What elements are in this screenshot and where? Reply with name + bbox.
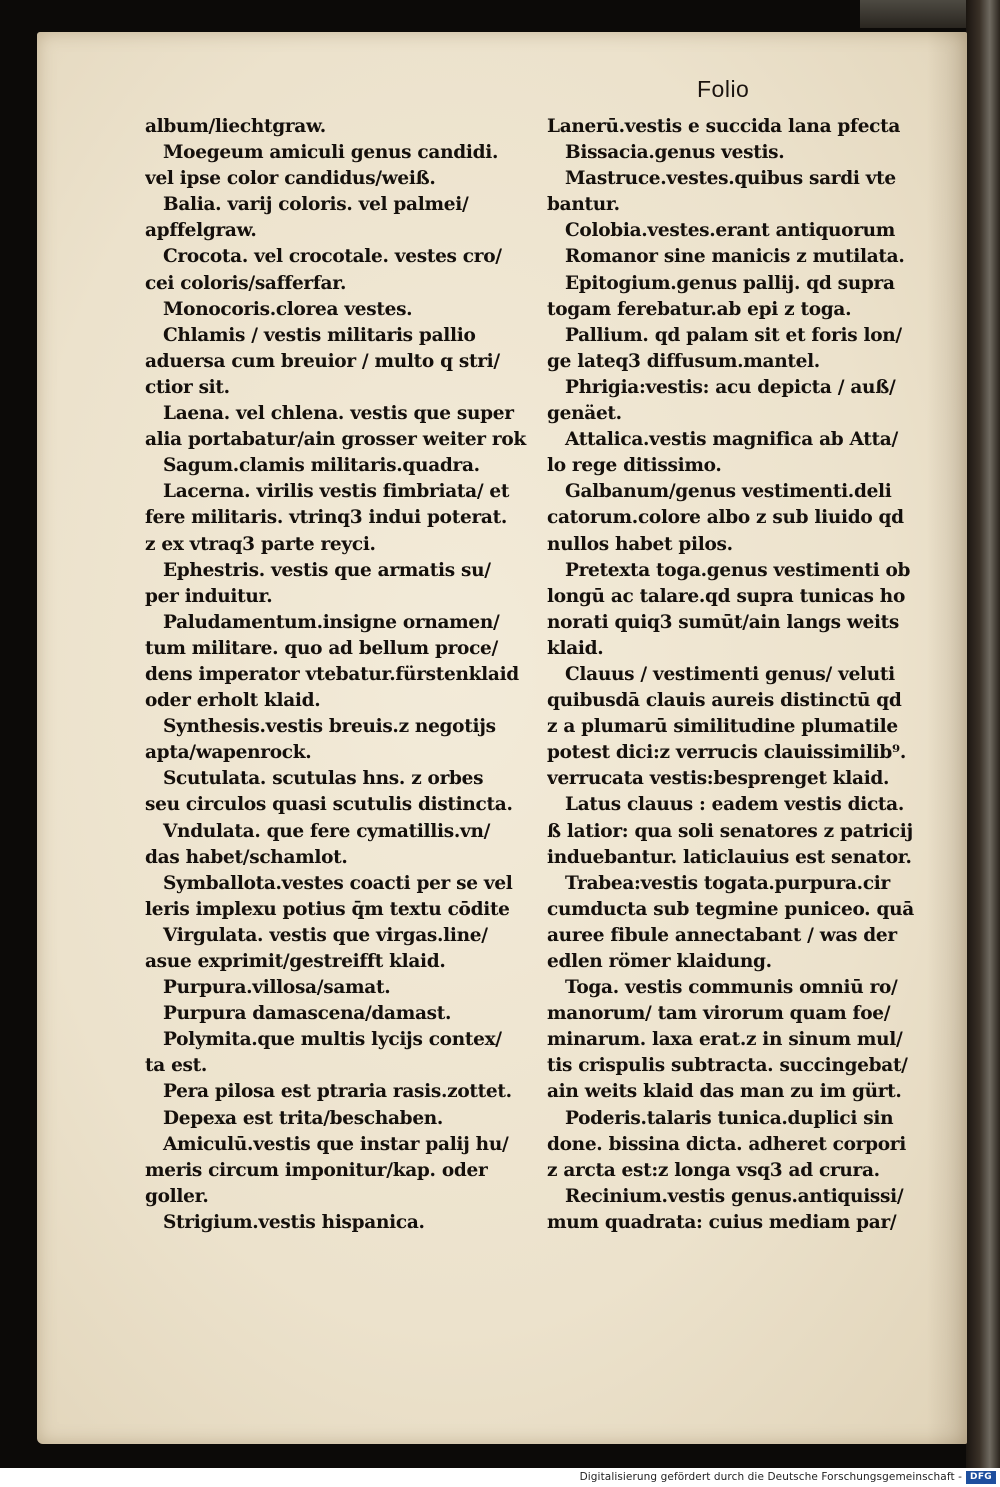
text-line: auree fibule annectabant / was der — [547, 924, 897, 946]
text-line: norati quiq3 sumūt/ain langs weits — [547, 611, 900, 633]
text-line: Lanerū.vestis e succida lana pfecta — [547, 116, 901, 137]
text-line: Crocota. vel crocotale. vestes cro/ — [163, 246, 502, 268]
text-line: Vndulata. que fere cymatillis.vn/ — [163, 820, 491, 842]
text-line: mum quadrata: cuius mediam par/ — [547, 1211, 897, 1233]
text-line: oder erholt klaid. — [145, 690, 321, 712]
text-line: leris implexu potius q̄m textu cōdite — [145, 898, 510, 920]
text-line: manorum/ tam virorum quam foe/ — [547, 1003, 891, 1025]
text-line: Balia. varij coloris. vel palmei/ — [163, 194, 469, 216]
text-line: Amiculū.vestis que instar palij hu/ — [163, 1133, 509, 1155]
text-line: lo rege ditissimo. — [547, 455, 722, 477]
text-line: induebantur. laticlauius est senator. — [547, 846, 912, 868]
text-line: Depexa est trita/beschaben. — [163, 1107, 444, 1129]
text-line: Laena. vel chlena. vestis que super — [163, 403, 514, 425]
text-line: ß latior: qua soli senatores z patricij — [547, 820, 913, 842]
text-line: minarum. laxa erat.z in sinum mul/ — [547, 1029, 903, 1051]
text-line: cei coloris/safferfar. — [145, 272, 347, 294]
funding-credit: Digitalisierung gefördert durch die Deutsche Forschungsgemeinschaft - — [579, 1471, 962, 1483]
text-line: Recinium.vestis genus.antiquissi/ — [565, 1185, 904, 1207]
text-line: per induitur. — [145, 585, 273, 607]
text-line: Latus clauus : eadem vestis dicta. — [565, 794, 904, 816]
text-line: verrucata vestis:besprenget klaid. — [547, 768, 890, 790]
text-line: z arcta est:z longa vsq3 ad crura. — [547, 1159, 880, 1181]
text-line: nullos habet pilos. — [547, 533, 733, 555]
text-line: dens imperator vtebatur.fürstenklaid — [145, 663, 519, 685]
text-line: cumducta sub tegmine puniceo. quā — [547, 898, 914, 920]
text-line: Chlamis / vestis militaris pallio — [163, 324, 476, 346]
text-line: Polymita.que multis lycijs contex/ — [163, 1029, 502, 1051]
footer-bar — [0, 1468, 1000, 1487]
text-line: aduersa cum breuior / multo q stri/ — [145, 350, 500, 372]
text-line: Mastruce.vestes.quibus sardi vte — [565, 168, 896, 190]
text-line: done. bissina dicta. adheret corpori — [547, 1133, 906, 1155]
text-line: edlen römer klaidung. — [547, 951, 772, 972]
text-line: togam ferebatur.ab epi z toga. — [547, 298, 852, 320]
text-line: Colobia.vestes.erant antiquorum — [565, 220, 896, 242]
binding-right-edge — [966, 0, 1000, 1468]
book-page — [37, 32, 967, 1444]
text-line: album/liechtgraw. — [145, 116, 326, 137]
text-line: ctior sit. — [145, 376, 230, 398]
text-line: Galbanum/genus vestimenti.deli — [565, 481, 892, 503]
text-line: Phrigia:vestis: acu depicta / auß/ — [565, 376, 896, 398]
text-line: fere militaris. vtrinq3 indui poterat. — [145, 507, 507, 529]
text-line: Attalica.vestis magnifica ab Atta/ — [565, 429, 898, 451]
text-line: catorum.colore albo z sub liuido qd — [547, 507, 904, 529]
text-line: Sagum.clamis militaris.quadra. — [163, 455, 480, 477]
text-line: meris circum imponitur/kap. oder — [145, 1159, 488, 1181]
text-line: vel ipse color candidus/weiß. — [145, 168, 436, 190]
text-line: Poderis.talaris tunica.duplici sin — [565, 1107, 894, 1129]
text-line: goller. — [145, 1185, 209, 1207]
text-line: tum militare. quo ad bellum proce/ — [145, 637, 498, 659]
text-line: das habet/schamlot. — [145, 846, 348, 868]
text-line: Trabea:vestis togata.purpura.cir — [565, 872, 890, 894]
text-line: asue exprimit/gestreifft klaid. — [145, 951, 446, 972]
text-line: Strigium.vestis hispanica. — [163, 1211, 425, 1233]
text-line: Synthesis.vestis breuis.z negotijs — [163, 716, 496, 738]
text-line: Virgulata. vestis que virgas.line/ — [163, 924, 488, 946]
text-line: Ephestris. vestis que armatis su/ — [163, 559, 491, 581]
text-line: Symballota.vestes coacti per se vel — [163, 872, 513, 894]
text-line: Bissacia.genus vestis. — [565, 142, 785, 164]
text-line: apta/wapenrock. — [145, 742, 312, 764]
right-text-column — [547, 114, 957, 1236]
text-line: apffelgraw. — [145, 220, 257, 242]
text-line: ta est. — [145, 1055, 208, 1077]
text-line: Moegeum amiculi genus candidi. — [163, 142, 499, 164]
text-line: bantur. — [547, 194, 620, 216]
text-line: Pera pilosa est ptraria rasis.zottet. — [163, 1081, 512, 1103]
text-line: longū ac talare.qd supra tunicas ho — [547, 585, 906, 607]
text-line: Epitogium.genus pallij. qd supra — [565, 272, 895, 294]
left-text-column — [145, 114, 545, 1236]
text-line: Purpura.villosa/samat. — [163, 977, 391, 999]
text-line: Toga. vestis communis omniū ro/ — [565, 977, 898, 999]
text-line: Purpura damascena/damast. — [163, 1003, 452, 1025]
text-line: z ex vtraq3 parte reyci. — [145, 533, 376, 555]
text-line: Scutulata. scutulas hns. z orbes — [163, 768, 484, 790]
text-line: Monocoris.clorea vestes. — [163, 298, 413, 320]
text-line: Pretexta toga.genus vestimenti ob — [565, 559, 911, 581]
text-line: Pallium. qd palam sit et foris lon/ — [565, 324, 902, 346]
text-line: Clauus / vestimenti genus/ veluti — [565, 663, 895, 685]
text-line: Lacerna. virilis vestis fimbriata/ et — [163, 481, 510, 503]
text-line: tis crispulis subtracta. succingebat/ — [547, 1055, 908, 1077]
text-line: potest dici:z verrucis clauissimilib⁹. — [547, 742, 906, 764]
text-line: Paludamentum.insigne ornamen/ — [163, 611, 500, 633]
text-line: ain weits klaid das man zu im gürt. — [547, 1081, 902, 1103]
text-line: genäet. — [547, 403, 622, 425]
dfg-logo: DFG — [966, 1471, 996, 1484]
text-line: alia portabatur/ain grosser weiter rok — [145, 429, 526, 451]
text-line: quibusdā clauis aureis distinctū qd — [547, 690, 902, 712]
text-line: seu circulos quasi scutulis distincta. — [145, 794, 513, 816]
text-line: z a plumarū similitudine plumatile — [547, 716, 898, 738]
text-line: klaid. — [547, 637, 604, 659]
text-line: Romanor sine manicis z mutilata. — [565, 246, 905, 268]
text-line: ge lateq3 diffusum.mantel. — [547, 350, 820, 372]
folio-heading: Folio — [697, 76, 750, 102]
